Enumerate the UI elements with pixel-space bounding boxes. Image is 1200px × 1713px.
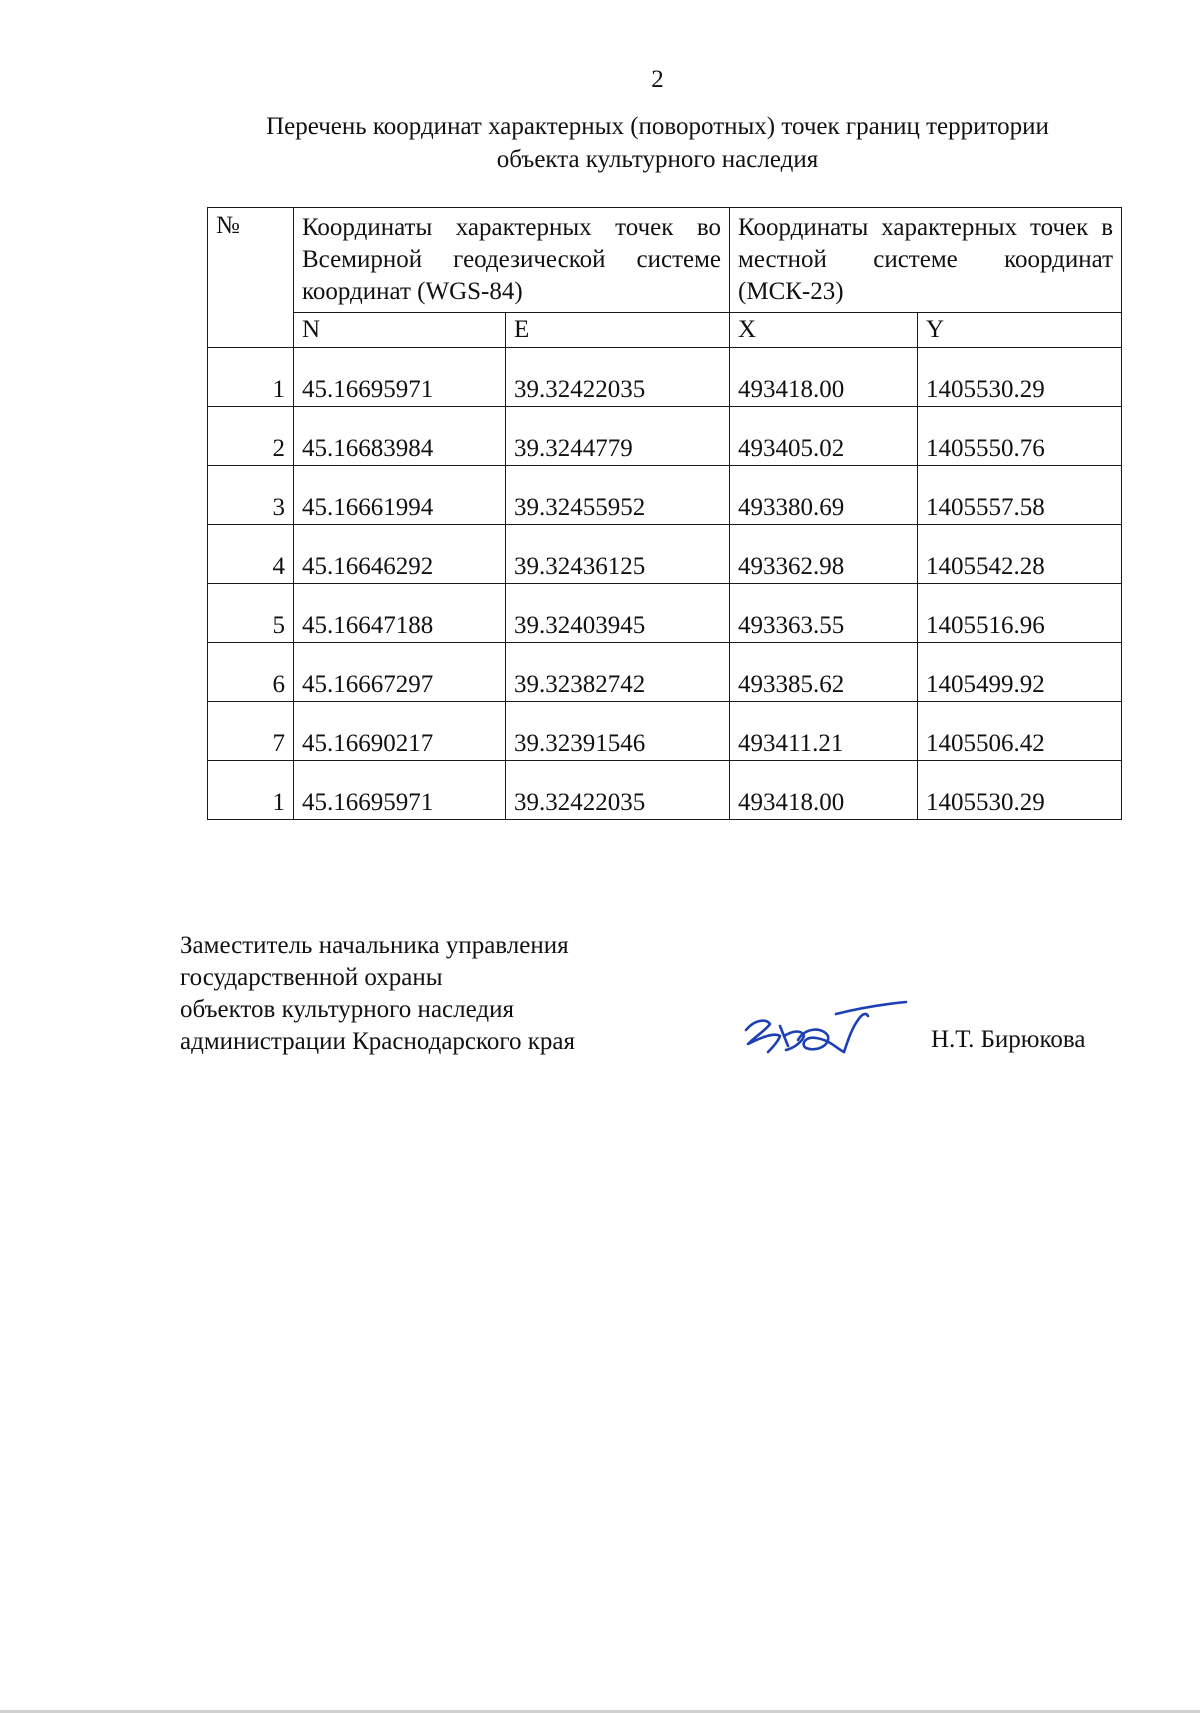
table-row	[208, 643, 1122, 702]
cell-n: 45.16647188	[294, 584, 506, 643]
cell-y: 1405530.29	[918, 761, 1122, 820]
cell-x: 493380.69	[730, 466, 918, 525]
cell-y: 1405506.42	[918, 702, 1122, 761]
document-title	[150, 110, 1165, 176]
cell-num: 6	[208, 643, 294, 702]
cell-e: 39.32422035	[506, 348, 730, 407]
cell-y: 1405516.96	[918, 584, 1122, 643]
cell-x: 493418.00	[730, 761, 918, 820]
header-n: N	[294, 313, 506, 348]
signatory-position-line-3: объектов культурного наследия	[180, 996, 514, 1023]
table-row	[208, 407, 1122, 466]
header-msk: Координаты характерных точек в местной системе координат (МСК-23)	[730, 208, 1122, 313]
cell-n: 45.16667297	[294, 643, 506, 702]
cell-num: 1	[208, 761, 294, 820]
cell-n: 45.16690217	[294, 702, 506, 761]
table-row	[208, 466, 1122, 525]
table-row	[208, 702, 1122, 761]
cell-e: 39.32436125	[506, 525, 730, 584]
cell-num: 5	[208, 584, 294, 643]
cell-num: 4	[208, 525, 294, 584]
coordinates-table	[207, 207, 1122, 820]
header-number: №	[208, 208, 294, 348]
document-title-line-1: Перечень координат характерных (поворотных) точек границ территории	[266, 113, 1049, 140]
cell-x: 493385.62	[730, 643, 918, 702]
header-x: X	[730, 313, 918, 348]
signatory-position	[180, 930, 575, 1058]
document-title-line-2: объекта культурного наследия	[496, 146, 819, 173]
cell-y: 1405550.76	[918, 407, 1122, 466]
cell-x: 493363.55	[730, 584, 918, 643]
table-row	[208, 761, 1122, 820]
table-row	[208, 348, 1122, 407]
handwritten-signature	[740, 996, 910, 1066]
header-y: Y	[918, 313, 1122, 348]
cell-e: 39.32382742	[506, 643, 730, 702]
table-row	[208, 584, 1122, 643]
cell-e: 39.32391546	[506, 702, 730, 761]
cell-n: 45.16646292	[294, 525, 506, 584]
cell-e: 39.3244779	[506, 407, 730, 466]
table-subheader-row	[208, 313, 1122, 348]
cell-n: 45.16695971	[294, 761, 506, 820]
cell-y: 1405542.28	[918, 525, 1122, 584]
signatory-position-line-4: администрации Краснодарского края	[180, 1028, 576, 1055]
signatory-position-line-1: Заместитель начальника управления	[180, 932, 569, 959]
cell-num: 7	[208, 702, 294, 761]
header-wgs: Координаты характерных точек во Всемирной геодезической системе координат (WGS-84)	[294, 208, 730, 313]
page-number: 2	[651, 66, 664, 93]
cell-y: 1405499.92	[918, 643, 1122, 702]
cell-n: 45.16661994	[294, 466, 506, 525]
cell-num: 3	[208, 466, 294, 525]
cell-y: 1405557.58	[918, 466, 1122, 525]
signatory-position-line-2: государственной охраны	[180, 964, 443, 991]
table-header-row	[208, 208, 1122, 313]
cell-e: 39.32403945	[506, 584, 730, 643]
cell-y: 1405530.29	[918, 348, 1122, 407]
cell-x: 493418.00	[730, 348, 918, 407]
header-e: E	[506, 313, 730, 348]
signature-strokes	[746, 1002, 906, 1052]
cell-n: 45.16683984	[294, 407, 506, 466]
cell-x: 493362.98	[730, 525, 918, 584]
cell-e: 39.32455952	[506, 466, 730, 525]
cell-num: 2	[208, 407, 294, 466]
table-row	[208, 525, 1122, 584]
signer-name: Н.Т. Бирюкова	[931, 1026, 1086, 1053]
cell-num: 1	[208, 348, 294, 407]
cell-x: 493405.02	[730, 407, 918, 466]
cell-x: 493411.21	[730, 702, 918, 761]
cell-e: 39.32422035	[506, 761, 730, 820]
cell-n: 45.16695971	[294, 348, 506, 407]
